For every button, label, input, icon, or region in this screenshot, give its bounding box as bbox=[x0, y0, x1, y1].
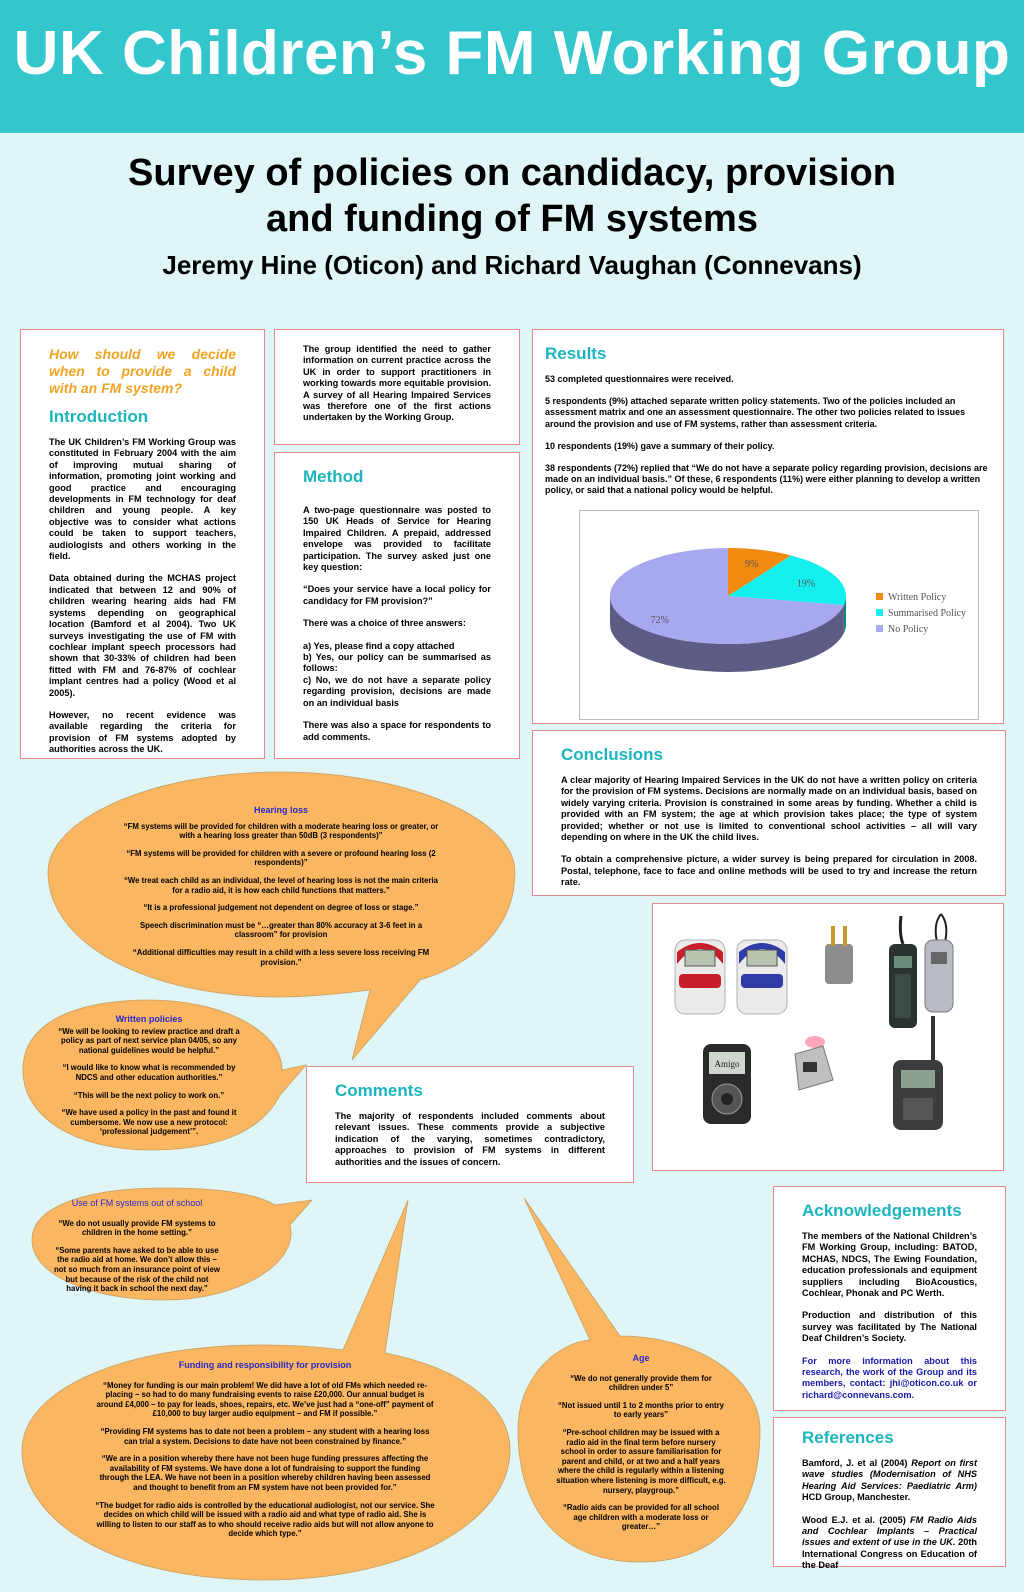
references-heading: References bbox=[802, 1428, 894, 1447]
legend-swatch bbox=[876, 625, 883, 632]
introduction-text bbox=[49, 437, 236, 756]
hearing-loss-title: Hearing loss bbox=[253, 805, 309, 815]
key-question: How should we decide when to provide a child with an FM system? bbox=[49, 346, 236, 396]
answer-b: b) Yes, our policy can be summarised as follows: bbox=[303, 652, 491, 674]
comment-quote: “We treat each child as an individual, the level of hearing loss is not the main criteria for a radio aid, it is how each child functions that matters.” bbox=[124, 875, 438, 895]
subtitle-line-2: and funding of FM systems bbox=[266, 198, 758, 240]
amigo-receiver-image bbox=[703, 1044, 751, 1124]
age-title: Age bbox=[632, 1353, 650, 1363]
contact-info: For more information about this research, the work of the Group and its members, contact: jhi@oticon.co.uk or richard@connevans.com. bbox=[802, 1355, 977, 1400]
introduction-panel bbox=[20, 329, 265, 759]
fm-devices-image-panel bbox=[652, 903, 1004, 1171]
acknowledgements-paragraph: The members of the National Children’s FM Working Group, including: BATOD, MCHAS, NDCS, The Ewing Foundation, education professionals and equipment suppliers including BioAcoustics, Cochlear, Phonak and PC Werth. bbox=[802, 1231, 977, 1299]
results-paragraph: 10 respondents (19%) gave a summary of their policy. bbox=[545, 440, 775, 451]
out-of-school-comments bbox=[52, 1199, 222, 1302]
legend-swatch bbox=[876, 609, 883, 616]
acknowledgements-heading: Acknowledgements bbox=[802, 1201, 962, 1220]
acknowledgements-panel bbox=[773, 1186, 1006, 1411]
references-panel bbox=[773, 1417, 1006, 1571]
method-text bbox=[303, 505, 491, 743]
comment-quote: “We do not usually provide FM systems to children in the home setting.” bbox=[58, 1218, 216, 1238]
miniature-receiver-image bbox=[795, 1036, 833, 1090]
comment-quote: “Money for funding is our main problem! We did have a lot of old FMs which needed re-placing – so had to do many fundraising events to raise £20,000. Our annual budget is around £4,000 – to pay for leads, shoes, repairs, etc. We’ve just had a “one-off” payment of £10,000 to buy larger audio equipment – and FM if possible.” bbox=[96, 1380, 434, 1419]
results-heading: Results bbox=[545, 344, 607, 363]
results-text bbox=[545, 374, 991, 497]
authors: Jeremy Hine (Oticon) and Richard Vaughan (Connevans) bbox=[162, 250, 862, 280]
comment-quote: “We will be looking to review practice and draft a policy as part of next service plan 04/05, so any national guidelines would be helpful.” bbox=[58, 1026, 240, 1055]
method-paragraph: There was also a space for respondents to add comments. bbox=[303, 720, 491, 742]
method-heading: Method bbox=[303, 467, 364, 486]
fm-devices-illustration bbox=[653, 904, 1003, 1170]
reference-title: Report on first wave studies (Modernisation of NHS Hearing Aid Services: Paediatric Arm) bbox=[802, 1458, 978, 1491]
introduction-heading: Introduction bbox=[49, 407, 149, 426]
comment-quote: “We are in a position whereby there have not been huge funding pressures affecting the availability of FM systems. We have done a lot of fundraising to support the funding through the LEA. We have not been in a position whereby children having been assessed and thought to benefit from an FM system have not been provided for.” bbox=[99, 1454, 431, 1492]
answer-c: c) No, we do not have a separate policy regarding provision, decisions are made on an individual basis bbox=[303, 674, 491, 708]
method-paragraph: There was a choice of three answers: bbox=[303, 618, 466, 629]
comment-quote: “We do not generally provide them for children under 5” bbox=[570, 1373, 712, 1393]
comments-panel bbox=[306, 1066, 634, 1183]
pie-data-label: 19% bbox=[796, 578, 816, 590]
comments-heading: Comments bbox=[335, 1081, 423, 1100]
introduction-paragraph: Data obtained during the MCHAS project indicated that between 12 and 90% of children wearing hearing aids had FM systems depending on geographical location (Bamford et al 2004). Two UK surveys investigating the use of FM with cochlear implant speech processors had shown that 30-33% of children had been fitted with FM and 76-87% of cochlear implant centres had a policy (Wood et al 2005). bbox=[49, 573, 236, 698]
reference-source: 20th International Congress on Education of the Deaf bbox=[802, 1537, 977, 1571]
comment-quote: “Additional difficulties may result in a child with a less severe loss receiving FM provision.” bbox=[132, 947, 430, 967]
group-text: The group identified the need to gather information on current practice across the UK in order to support practitioners in working towards more equitable provision. A survey of all Hearing Impaired Services was therefore one of the first actions undertaken by the Working Group. bbox=[303, 344, 491, 423]
results-paragraph: 53 completed questionnaires were received. bbox=[545, 374, 734, 384]
method-panel bbox=[274, 452, 520, 759]
comment-quote: “I would like to know what is recommended by NDCS and other education authorities.” bbox=[62, 1063, 236, 1082]
results-paragraph: 38 respondents (72%) replied that “We do not have a separate policy regarding provision, decisions are made on an individual basis.” Of these, 6 respondents (11%) were either planning to develop a written policy, or said that a national policy would be helpful. bbox=[545, 463, 988, 496]
reference-item bbox=[802, 1515, 977, 1572]
comment-quote: “We have used a policy in the past and found it cumbersome. We now use a new protocol: ‘professional judgement’”. bbox=[61, 1108, 237, 1137]
reference-source: HCD Group, Manchester. bbox=[802, 1492, 911, 1503]
results-panel bbox=[532, 329, 1004, 724]
legend-label: No Policy bbox=[888, 624, 929, 635]
pie-data-label: 72% bbox=[650, 614, 669, 626]
conclusions-heading: Conclusions bbox=[561, 745, 664, 764]
handheld-transmitter-image bbox=[889, 916, 917, 1028]
comment-quote: “Providing FM systems has to date not been a problem – any student with a hearing loss can trial a system. Decisions to date have not been constrained by finance.” bbox=[100, 1426, 430, 1446]
comment-quote: “Pre-school children may be issued with a radio aid in the final term before nursery school in order to assure familiarisation for parent and child, or at two and a half years where the child is regularly within a listening situation where listening is more difficult, e.g. nursery, playgroup.” bbox=[556, 1427, 726, 1495]
out-of-school-title: Use of FM systems out of school bbox=[71, 1198, 203, 1208]
comment-quote: “Not issued until 1 to 2 months prior to entry to early years” bbox=[558, 1400, 724, 1420]
blue-fm-receiver-image bbox=[737, 940, 787, 1014]
legend-swatch bbox=[876, 593, 883, 600]
pie-data-label: 9% bbox=[745, 558, 759, 570]
legend-label: Summarised Policy bbox=[888, 608, 967, 619]
conclusions-paragraph: To obtain a comprehensive picture, a wider survey is being prepared for circulation in 2008. Postal, telephone, face to face and online methods will be used to try and increase the return rate. bbox=[561, 854, 977, 888]
conclusions-text bbox=[561, 775, 977, 889]
method-question: “Does your service have a local policy for candidacy for FM provision?” bbox=[303, 584, 491, 606]
poster-title: UK Children’s FM Working Group bbox=[13, 19, 1011, 88]
bodyworn-transmitter-image bbox=[893, 1016, 943, 1130]
introduction-paragraph: However, no recent evidence was available regarding the criteria for provision of FM systems adopted by authorities across the UK. bbox=[49, 709, 236, 755]
funding-title: Funding and responsibility for provision bbox=[178, 1360, 352, 1370]
subtitle-line-1: Survey of policies on candidacy, provision bbox=[128, 152, 896, 194]
comment-quote: “This will be the next policy to work on.” bbox=[73, 1090, 225, 1100]
comment-quote: “FM systems will be provided for children with a severe or profound hearing loss (2 respondents)” bbox=[126, 848, 436, 868]
comments-text: The majority of respondents included comments about relevant issues. These comments provide a subjective indication of the varying, sometimes contradictory, approaches to provision of FM systems in different authorities and the issues of concern. bbox=[335, 1111, 605, 1167]
written-policies-title: Written policies bbox=[115, 1014, 183, 1024]
hearing-loss-comments bbox=[118, 806, 444, 975]
comment-quote: Speech discrimination must be “…greater than 80% accuracy at 3-6 feet in a classroom” for provision bbox=[139, 920, 423, 940]
age-comments bbox=[556, 1354, 726, 1540]
results-paragraph: 5 respondents (9%) attached separate written policy statements. Two of the policies included an assessment matrix and one an assessment questionnaire. The other two policies related to issues around the provision and use of FM systems, rather than assessment criteria. bbox=[545, 396, 966, 429]
comment-quote: “It is a professional judgement not dependent on degree of loss or stage.” bbox=[143, 903, 419, 913]
audio-shoe-image bbox=[825, 926, 853, 984]
neckloop-receiver-image bbox=[925, 914, 953, 1012]
comment-quote: “Radio aids can be provided for all school age children with a moderate loss or greater…” bbox=[563, 1503, 719, 1532]
acknowledgements-text bbox=[802, 1231, 977, 1401]
acknowledgements-paragraph: Production and distribution of this survey was facilitated by The National Deaf Children’s Society. bbox=[802, 1310, 977, 1344]
group-panel bbox=[274, 329, 520, 445]
introduction-paragraph: The UK Children’s FM Working Group was constituted in February 2004 with the aim of improving mutual sharing of information, promoting joint working and good practice and encouraging developments in FM technology for deaf children and young people. A key objective was to consider what actions could be taken to support teachers, audiologists and others working in the field. bbox=[49, 437, 236, 562]
method-paragraph: A two-page questionnaire was posted to 150 UK Heads of Service for Hearing Impaired Children. A prepaid, addressed envelope was provided to facilitate participation. The survey asked just one key question: bbox=[303, 505, 491, 573]
reference-authors: Bamford, J. et al (2004) bbox=[802, 1458, 912, 1468]
comment-quote: “Some parents have asked to be able to use the radio aid at home. We don’t allow this – not so much from an insurance point of view but because of the risk of the child not having it back in school the next day.” bbox=[54, 1245, 220, 1294]
answer-a: a) Yes, please find a copy attached bbox=[303, 640, 455, 651]
red-fm-receiver-image bbox=[675, 940, 725, 1014]
reference-authors: Wood E.J. et al. (2005) bbox=[802, 1514, 911, 1525]
legend-label: Written Policy bbox=[888, 592, 947, 603]
written-policies-comments bbox=[54, 1015, 244, 1145]
policy-pie-chart bbox=[579, 510, 979, 720]
comment-quote: “The budget for radio aids is controlled by the educational audiologist, not our service. She decides on which child will be issued with a radio aid and what type of radio aid. She is willing to listen to our staff as to who should receive radio aids but will not allow anyone to decide which type.” bbox=[95, 1500, 435, 1539]
funding-comments bbox=[95, 1361, 435, 1547]
conclusions-panel bbox=[532, 730, 1006, 896]
conclusions-paragraph: A clear majority of Hearing Impaired Services in the UK do not have a written policy on criteria for the provision of FM systems. Decisions are normally made on an individual basis, based on widely varying criteria. Provision is constrained in some areas by funding. Whether a child is provided with an FM system; the age at which provision takes place; the type of system provided; whether or not use is limited to conventional school activities – all will vary depending on where in the UK the child lives. bbox=[561, 775, 977, 843]
reference-title: FM Radio Aids and Cochlear Implants – Practical issues and extent of use in the UK. bbox=[802, 1514, 977, 1548]
reference-item bbox=[802, 1458, 977, 1504]
amigo-label: Amigo bbox=[714, 1059, 740, 1069]
comment-quote: “FM systems will be provided for children with a moderate hearing loss or greater, or with a hearing loss greater than 50dB (3 respondents)” bbox=[123, 821, 439, 841]
references-text bbox=[802, 1458, 977, 1572]
